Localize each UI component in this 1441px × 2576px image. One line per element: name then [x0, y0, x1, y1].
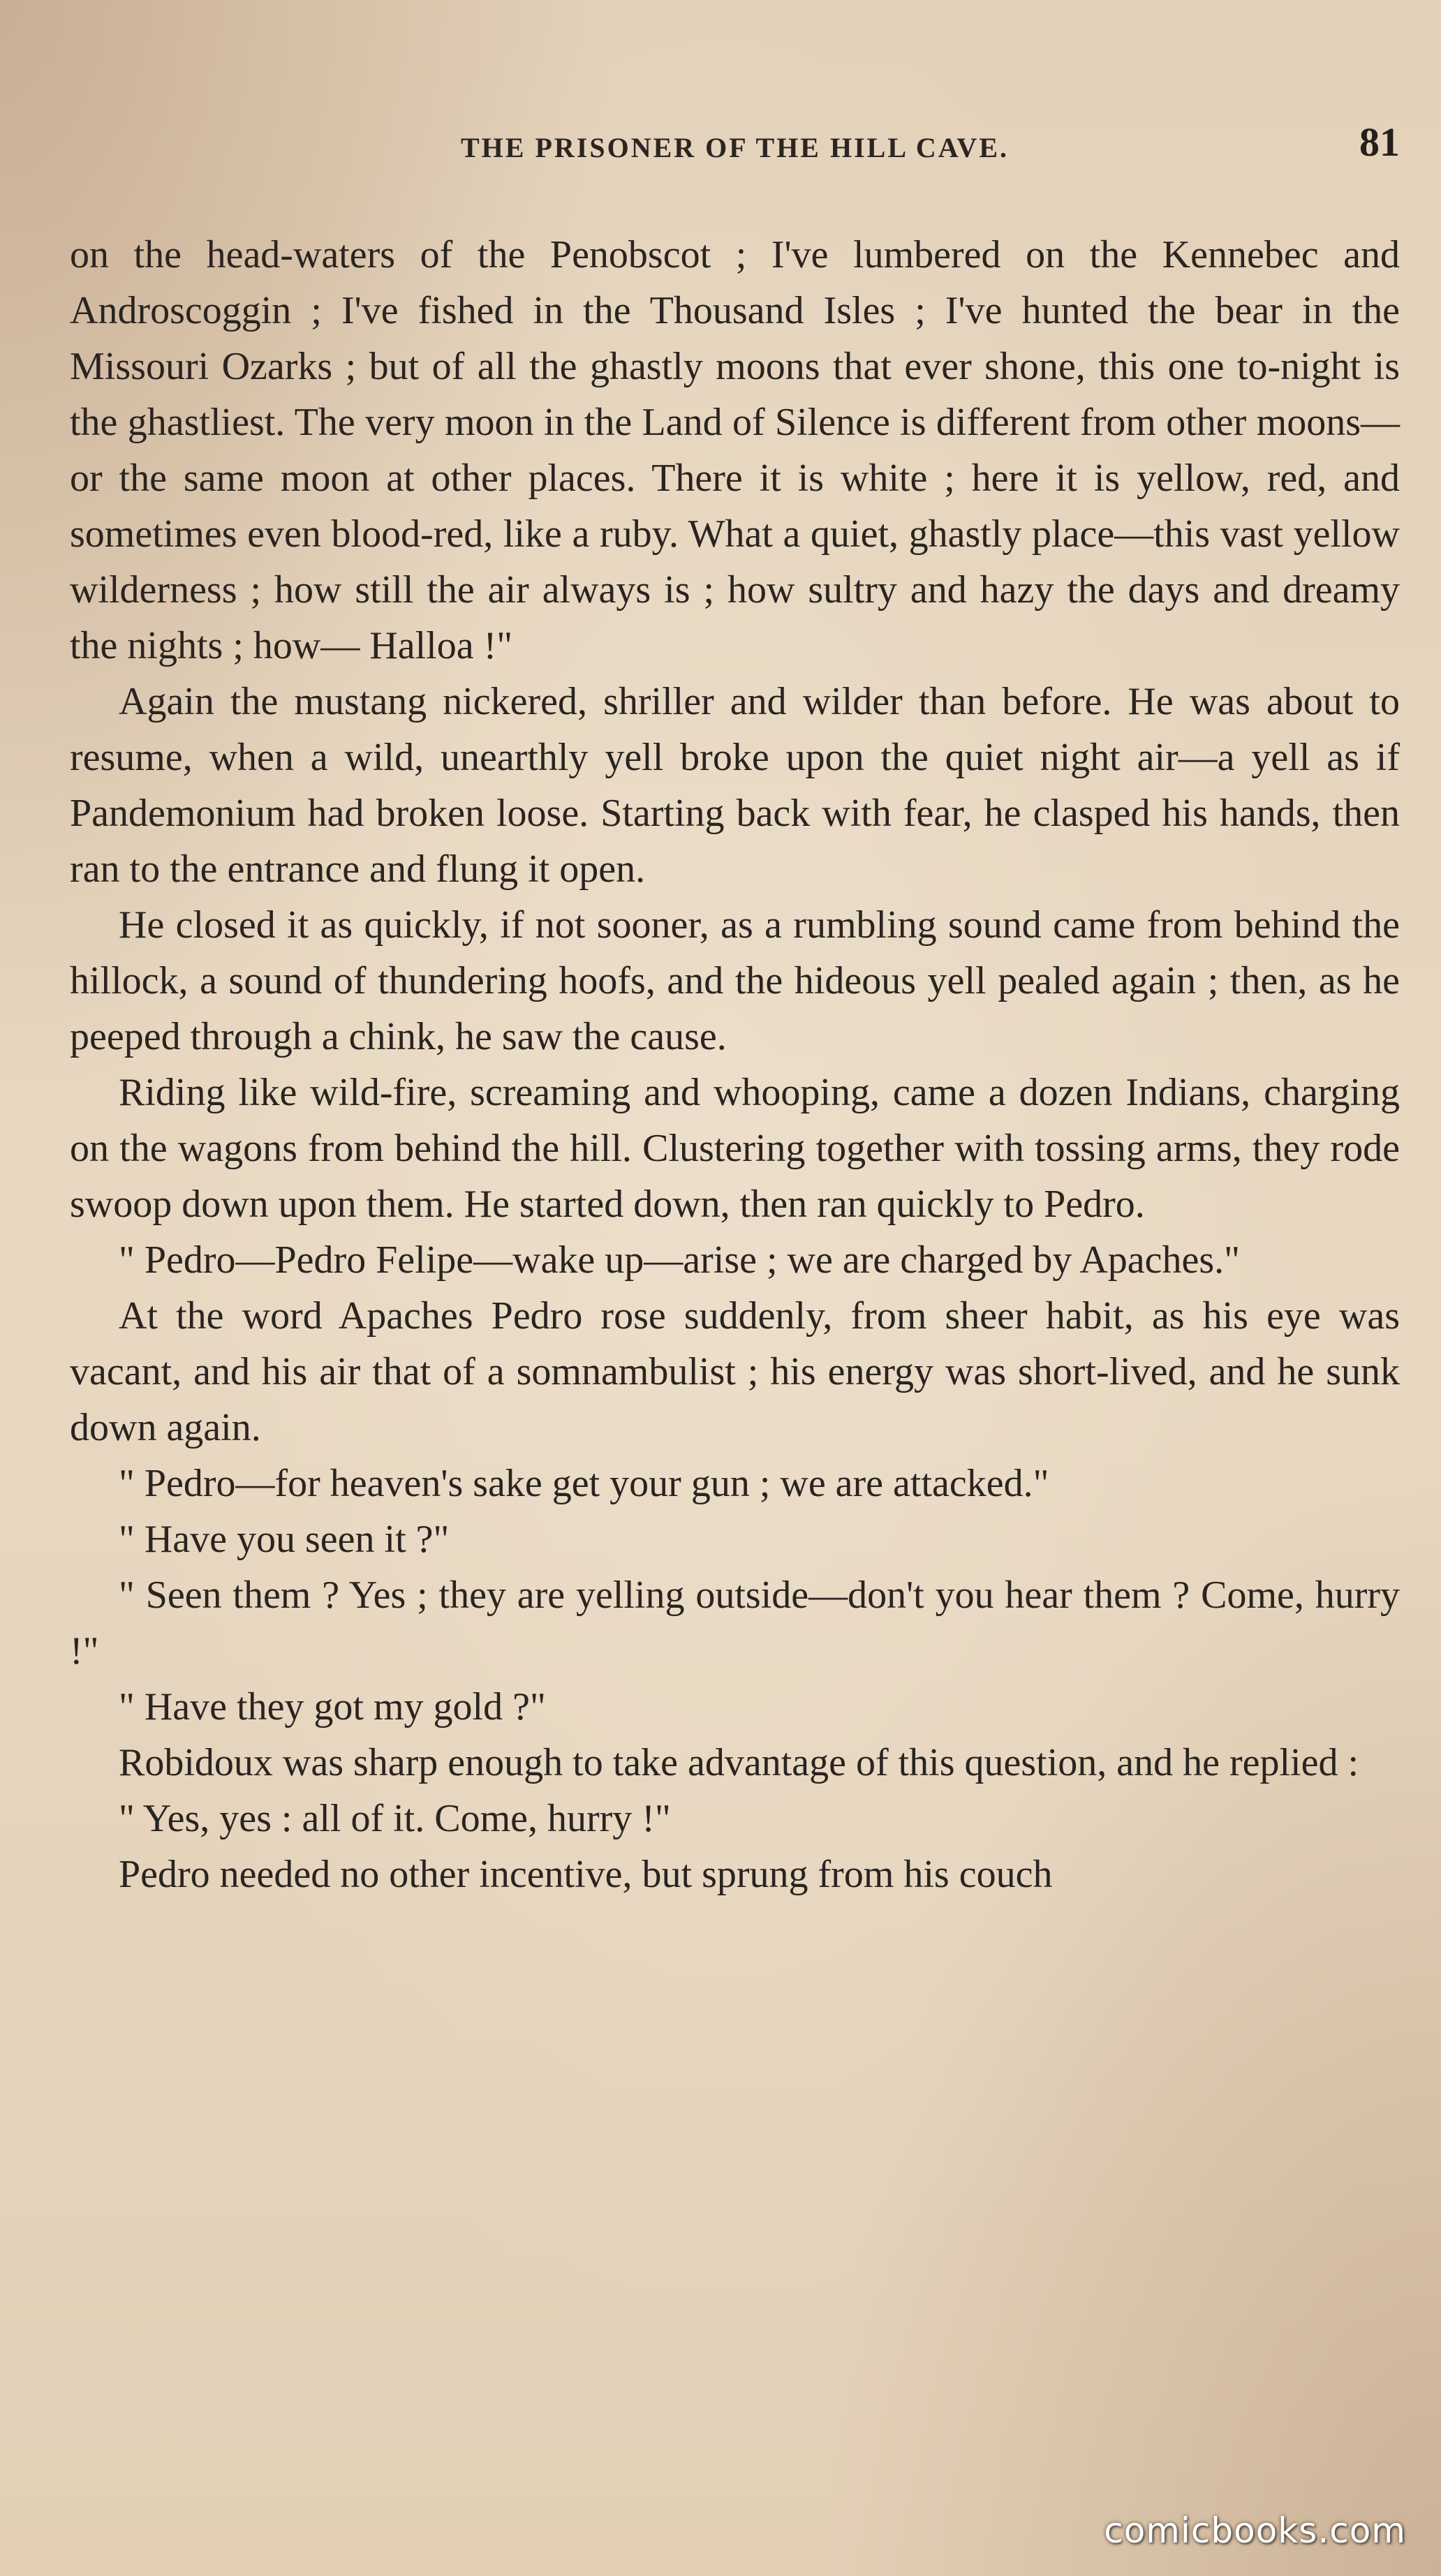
paragraph: Robidoux was sharp enough to take advantage of this question, and he replied :: [119, 1741, 1359, 1784]
running-head: THE PRISONER OF THE HILL CAVE.: [461, 132, 1009, 163]
paragraph: " Have you seen it ?": [119, 1518, 450, 1561]
watermark: comicbooks.com: [1104, 2510, 1406, 2551]
paragraph: Pedro needed no other incentive, but sprung from his couch: [119, 1853, 1053, 1896]
page-header: [70, 119, 1400, 175]
paragraph: " Pedro—for heaven's sake get your gun ; we are attacked.": [119, 1462, 1049, 1505]
paragraph: " Seen them ? Yes ; they are yelling outside—don't you hear them ? Come, hurry !": [70, 1574, 1400, 1673]
body-text: [70, 227, 1400, 1902]
paragraph: on the head-waters of the Penobscot ; I've lumbered on the Kennebec and Androscoggin ; I've fished in the Thousand Isles ; I've hunted the bear in the Missouri Ozarks ; but of all the ghastly moons that ever shone, this one to-night is the ghastliest. The very moon in the Land of Silence is different from other moons—or the same moon at other places. There it is white ; here it is yellow, red, and sometimes even blood-red, like a ruby. What a quiet, ghastly place—this vast yellow wilderness ; how still the air always is ; how sultry and hazy the days and dreamy the nights ; how— Halloa !": [70, 233, 1400, 667]
paragraph: At the word Apaches Pedro rose suddenly, from sheer habit, as his eye was vacant, and his air that of a somnambulist ; his energy was short-lived, and he sunk down again.: [70, 1294, 1400, 1449]
page-number: 81: [1359, 119, 1400, 165]
paragraph: Riding like wild-fire, screaming and whooping, came a dozen Indians, charging on the wagons from behind the hill. Clustering together with tossing arms, they rode swoop down upon them. He started down, then ran quickly to Pedro.: [70, 1071, 1400, 1226]
paragraph: He closed it as quickly, if not sooner, as a rumbling sound came from behind the hillock, a sound of thundering hoofs, and the hideous yell pealed again ; then, as he peeped through a chink, he saw the cause.: [70, 903, 1400, 1058]
paragraph: " Yes, yes : all of it. Come, hurry !": [119, 1797, 671, 1840]
paragraph: " Have they got my gold ?": [119, 1685, 546, 1729]
paragraph: " Pedro—Pedro Felipe—wake up—arise ; we are charged by Apaches.": [119, 1238, 1240, 1282]
paragraph: Again the mustang nickered, shriller and wilder than before. He was about to resume, when a wild, unearthly yell broke upon the quiet night air—a yell as if Pandemonium had broken loose. Starting back with fear, he clasped his hands, then ran to the entrance and flung it open.: [70, 680, 1400, 891]
